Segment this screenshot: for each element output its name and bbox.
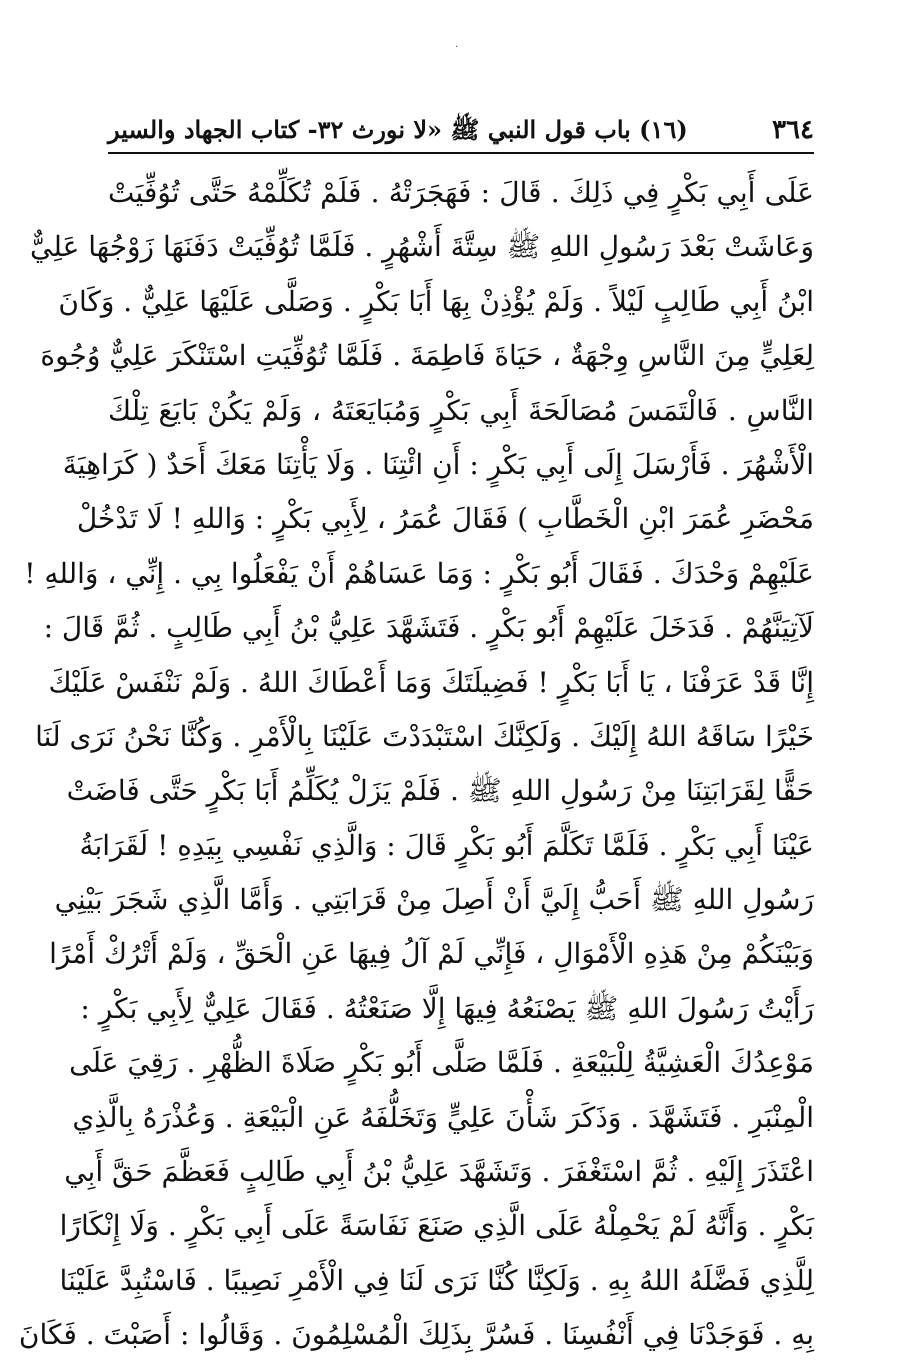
text-line: لِلَّذِي فَضَّلَهُ اللهُ بِهِ . وَلَكِنَّا كُنَّا نَرَى لَنَا فِي الْأَمْرِ نَصِيبًا . فَاسْتُبِدَّ عَلَيْنَا <box>59 1263 814 1297</box>
text-line: اعْتَذَرَ إِلَيْهِ . ثُمَّ اسْتَغْفَرَ . وَتَشَهَّدَ عَلِيُّ بْنُ أَبِي طَالِبٍ فَعَظَّمَ حَقَّ أَبِي <box>64 1155 814 1189</box>
running-title: (١٦) باب قول النبي ﷺ «لا نورث ٣٢- كتاب الجهاد والسير <box>108 115 688 144</box>
text-line: عَيْنَا أَبِي بَكْرٍ . فَلَمَّا تَكَلَّمَ أَبُو بَكْرٍ قَالَ : وَالَّذِي نَفْسِي بِيَدِهِ ! لَقَرَابَةُ <box>79 828 814 862</box>
text-line: رَسُولِ اللهِ ﷺ أَحَبُّ إِلَيَّ أَنْ أَصِلَ مِنْ قَرَابَتِي . وَأَمَّا الَّذِي شَجَرَ بَيْنِي <box>54 883 814 917</box>
page-number: ٣٦٤ <box>772 115 814 145</box>
text-line: وَبَيْنَكُمْ مِنْ هَذِهِ الْأَمْوَالِ ، فَإِنِّي لَمْ آلُ فِيهَا عَنِ الْحَقِّ ، وَلَمْ أَتْرُكْ أَمْرًا <box>49 937 814 971</box>
scan-speck: · <box>455 42 459 53</box>
text-line: بِهِ . فَوَجَدْنَا فِي أَنْفُسِنَا . فَسُرَّ بِذَلِكَ الْمُسْلِمُونَ . وَقَالُوا : أَصَبْتَ . فَكَانَ <box>18 1318 814 1352</box>
text-line: لَآتِيَنَّهُمْ . فَدَخَلَ عَلَيْهِمْ أَبُو بَكْرٍ . فَتَشَهَّدَ عَلِيُّ بْنُ أَبِي طَالِبٍ . ثُمَّ قَالَ : <box>43 611 814 645</box>
page-header <box>108 112 814 148</box>
text-line: عَلَيْهِمْ وَحْدَكَ . فَقَالَ أَبُو بَكْرٍ : وَمَا عَسَاهُمْ أَنْ يَفْعَلُوا بِي . إِنِّي ، وَاللهِ ! <box>24 556 814 590</box>
text-line: مَوْعِدُكَ الْعَشِيَّةُ لِلْبَيْعَةِ . فَلَمَّا صَلَّى أَبُو بَكْرٍ صَلَاةَ الظُّهْرِ . رَقِيَ عَلَى <box>69 1046 814 1080</box>
text-line: خَيْرًا سَاقَهُ اللهُ إِلَيْكَ . وَلَكِنَّكَ اسْتَبْدَدْتَ عَلَيْنَا بِالْأَمْرِ . وَكُنَّا نَحْنُ نَرَى لَنَا <box>35 719 814 753</box>
header-rule <box>108 152 814 154</box>
text-line: إِنَّا قَدْ عَرَفْنَا ، يَا أَبَا بَكْرٍ ! فَضِيلَتَكَ وَمَا أَعْطَاكَ اللهُ . وَلَمْ نَنْفَسْ عَلَيْكَ <box>48 665 814 699</box>
text-line: الْأَشْهُرَ . فَأَرْسَلَ إِلَى أَبِي بَكْرٍ : أَنِ ائْتِنَا . وَلَا يَأْتِنَا مَعَكَ أَحَدٌ ( كَرَاهِيَةَ <box>62 447 814 481</box>
body-text <box>18 166 814 1363</box>
text-line: وَعَاشَتْ بَعْدَ رَسُولِ اللهِ ﷺ سِتَّةَ أَشْهُرٍ . فَلَمَّا تُوُفِّيَتْ دَفَنَهَا زَوْجُهَا عَلِيٌّ <box>30 230 814 264</box>
text-line: عَلَى أَبِي بَكْرٍ فِي ذَلِكَ . قَالَ : فَهَجَرَتْهُ . فَلَمْ تُكَلِّمْهُ حَتَّى تُوُفِّيَتْ <box>108 176 814 209</box>
text-line: الْمِنْبَرِ . فَتَشَهَّدَ . وَذَكَرَ شَأْنَ عَلِيٍّ وَتَخَلُّفَهُ عَنِ الْبَيْعَةِ . وَعُذْرَهُ بِالَّذِي <box>72 1100 814 1134</box>
book-page <box>18 112 814 1363</box>
text-line: حَقًّا لِقَرَابَتِنَا مِنْ رَسُولِ اللهِ ﷺ . فَلَمْ يَزَلْ يُكَلِّمُ أَبَا بَكْرٍ حَتَّى فَاضَتْ <box>66 774 814 808</box>
text-line: النَّاسِ . فَالْتَمَسَ مُصَالَحَةَ أَبِي بَكْرٍ وَمُبَايَعَتَهُ ، وَلَمْ يَكُنْ بَايَعَ تِلْكَ <box>108 393 814 427</box>
text-line: رَأَيْتُ رَسُولَ اللهِ ﷺ يَصْنَعُهُ فِيهَا إِلَّا صَنَعْتُهُ . فَقَالَ عَلِيٌّ لِأَبِي بَكْرٍ : <box>80 991 814 1025</box>
text-line: مَحْضَرِ عُمَرَ ابْنِ الْخَطَّابِ ) فَقَالَ عُمَرُ ، لِأَبِي بَكْرٍ : وَاللهِ ! لَا تَدْخُلْ <box>76 502 814 536</box>
text-line: بَكْرٍ . وَأَنَّهُ لَمْ يَحْمِلْهُ عَلَى الَّذِي صَنَعَ نَفَاسَةً عَلَى أَبِي بَكْرٍ . وَلَا إِنْكَارًا <box>59 1209 814 1243</box>
text-line: لِعَلِيٍّ مِنَ النَّاسِ وِجْهَةٌ ، حَيَاةَ فَاطِمَةَ . فَلَمَّا تُوُفِّيَتِ اسْتَنْكَرَ عَلِيٌّ وُجُوهَ <box>40 339 814 373</box>
text-line: ابْنُ أَبِي طَالِبٍ لَيْلاً . وَلَمْ يُؤْذِنْ بِهَا أَبَا بَكْرٍ . وَصَلَّى عَلَيْهَا عَلِيٌّ . وَكَانَ <box>58 284 814 318</box>
